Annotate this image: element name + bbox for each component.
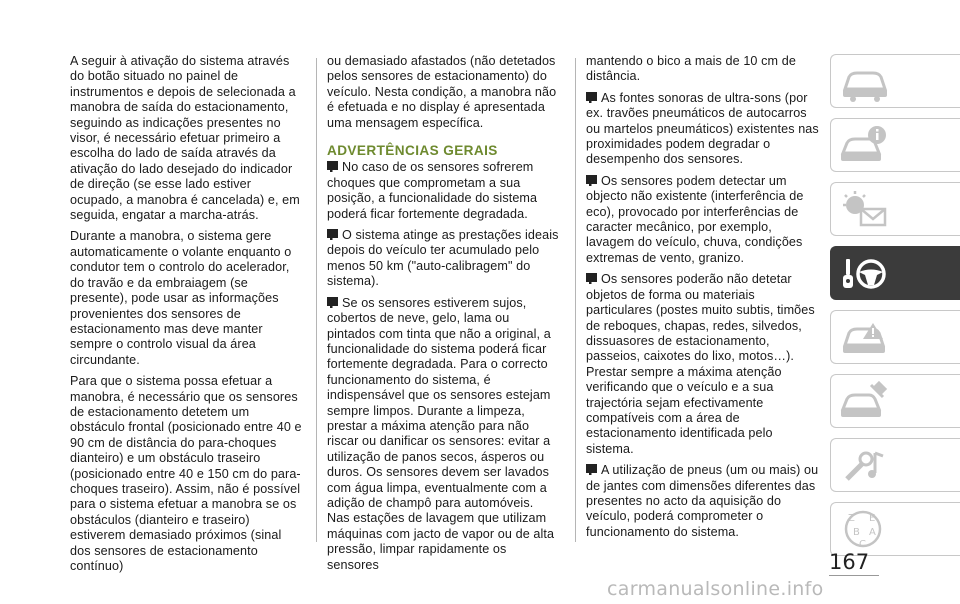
warning-item [586, 463, 822, 540]
warning-text: Os sensores podem detectar um objecto não existente (interferência de eco), provocado por interferências de caracter mecânico, por exemplo, lavagem do veículo, chuva, condições extremas de vento, granizo. [586, 173, 804, 265]
svg-text:B: B [853, 527, 860, 538]
tools-music-icon [839, 443, 889, 489]
warning-item [327, 228, 559, 290]
warning-hand-icon [586, 273, 597, 284]
warning-text: As fontes sonoras de ultra-sons (por ex. travões pneumáticos de autocarros ou martelos pneumáticos) existentes nas proximidades podem degradar o desempenho dos sensores. [586, 90, 819, 167]
car-info-icon [839, 123, 889, 169]
column-divider [316, 58, 317, 542]
warning-hand-icon [586, 92, 597, 103]
warning-text: Os sensores poderão não detetar objetos de forma ou materiais particulares (postes muito subtis, timões de reboques, chapas, redes, silvedos, dissuasores de estacionamento, passeios, caixotes do lixo, motos…). Prestar sempre a máxima atenção verificando que o veículo e a sua trajectória sejam efectivamente compatíveis com a área de estacionamento identificada pelo sistema. [586, 272, 815, 456]
text-column-3 [586, 54, 822, 546]
section-heading: ADVERTÊNCIAS GERAIS [327, 143, 498, 159]
page-number: 167 [829, 550, 870, 574]
paragraph: Para que o sistema possa efetuar a manobra, é necessário que os sensores de estacionamento detetem um obstáculo frontal (posicionado entre 40 e 90 cm de distância do para-choques dianteiro) e um obstáculo traseiro (posicionado entre 40 e 150 cm do para-choques traseiro). Assim, não é possível para o sistema efetuar a manobra se os obstáculos (dianteiro e traseiro) estiverem demasiado próximos (sinal dos sensores de estacionamento contínuo) [70, 374, 302, 573]
warning-hand-icon [586, 175, 597, 186]
warning-hand-icon [586, 464, 597, 475]
warning-text: Se os sensores estiverem sujos, cobertos de neve, gelo, lama ou pintados com tinta que não a original, a funcionalidade do sistema poderá ficar fortemente degradada. Para o correcto funcionamento do sistema, é indispensável que os sensores estejam sempre limpos. Durante a limpeza, prestar a máxima atenção para não riscar ou danificar os sensores: evitar a utilização de panos secos, ásperos ou duros. Os sensores devem ser lavados com água limpa, eventualmente com a adição de champô para automóveis. Nas estações de lavagem que utilizam máquinas com jacto de vapor ou de alta pressão, limpar rapidamente os sensores [327, 295, 555, 572]
warning-item [327, 160, 559, 222]
chapter-tabs [830, 54, 960, 566]
warning-text: A utilização de pneus (um ou mais) ou de jantes com dimensões diferentes das presentes no acto da aquisição do veículo, poderá comprometer o funcionamento do sistema. [586, 463, 819, 539]
lights-message-icon [839, 187, 889, 233]
tab-dashboard[interactable] [830, 54, 960, 108]
paragraph: mantendo o bico a mais de 10 cm de distância. [586, 54, 796, 84]
tab-maintenance[interactable] [830, 374, 960, 428]
warning-hand-icon [327, 161, 338, 172]
paragraph: Durante a manobra, o sistema gere automaticamente o volante enquanto o condutor tem o controlo do acelerador, do travão e da embraiagem (se presente), pode usar as informações provenientes dos sensores de estacionamento mas deve manter sempre o controlo visual da área circundante. [70, 229, 292, 367]
watermark: carmanualsonline.info [607, 578, 824, 600]
svg-text:A: A [869, 527, 876, 538]
warning-hand-icon [327, 229, 338, 240]
paragraph: ou demasiado afastados (não detetados pelos sensores de estacionamento) do veículo. Nesta condição, a manobra não é efetuada e no display é apresentada uma mensagem específica. [327, 54, 557, 130]
page-number-underline [829, 575, 879, 576]
car-tools-icon [839, 379, 889, 425]
svg-text:C: C [859, 539, 866, 550]
svg-text:E: E [869, 513, 876, 524]
warning-item [586, 91, 822, 168]
warning-item [327, 296, 559, 573]
text-column-2 [327, 54, 559, 579]
warning-hand-icon [327, 297, 338, 308]
warning-text: O sistema atinge as prestações ideais depois do veículo ter acumulado pelo menos 50 km ("auto-calibragem" do sistema). [327, 228, 559, 289]
tab-lights-messages[interactable] [830, 182, 960, 236]
warning-item [586, 174, 822, 266]
tab-emergency[interactable] [830, 310, 960, 364]
tab-starting-driving[interactable] [830, 246, 960, 300]
warning-text: No caso de os sensores sofrerem choques que comprometam a sua posição, a funcionalidade do sistema poderá ficar fortemente degradada. [327, 160, 538, 221]
column-divider [575, 58, 576, 542]
warning-item [586, 272, 822, 457]
tab-car-info[interactable] [830, 118, 960, 172]
tab-multimedia[interactable] [830, 438, 960, 492]
tab-index[interactable] [830, 502, 960, 556]
car-dashboard-icon [839, 59, 889, 105]
paragraph: A seguir à ativação do sistema através do botão situado no painel de instrumentos e depois de selecionada a manobra de saída do estacionamento, seguindo as indicações presentes no visor, é necessário efetuar primeiro a escolha do lado de saída através da ativação do lado desejado do indicador de direção (se esse lado estiver ocupado, a manobra é cancelada) e, em seguida, engatar a marcha-atrás. [70, 54, 300, 223]
text-column-1 [70, 54, 302, 580]
alphabet-index-icon [839, 507, 889, 553]
car-warning-icon [839, 315, 889, 361]
svg-text:Z: Z [848, 513, 855, 524]
key-steering-icon [839, 251, 889, 297]
